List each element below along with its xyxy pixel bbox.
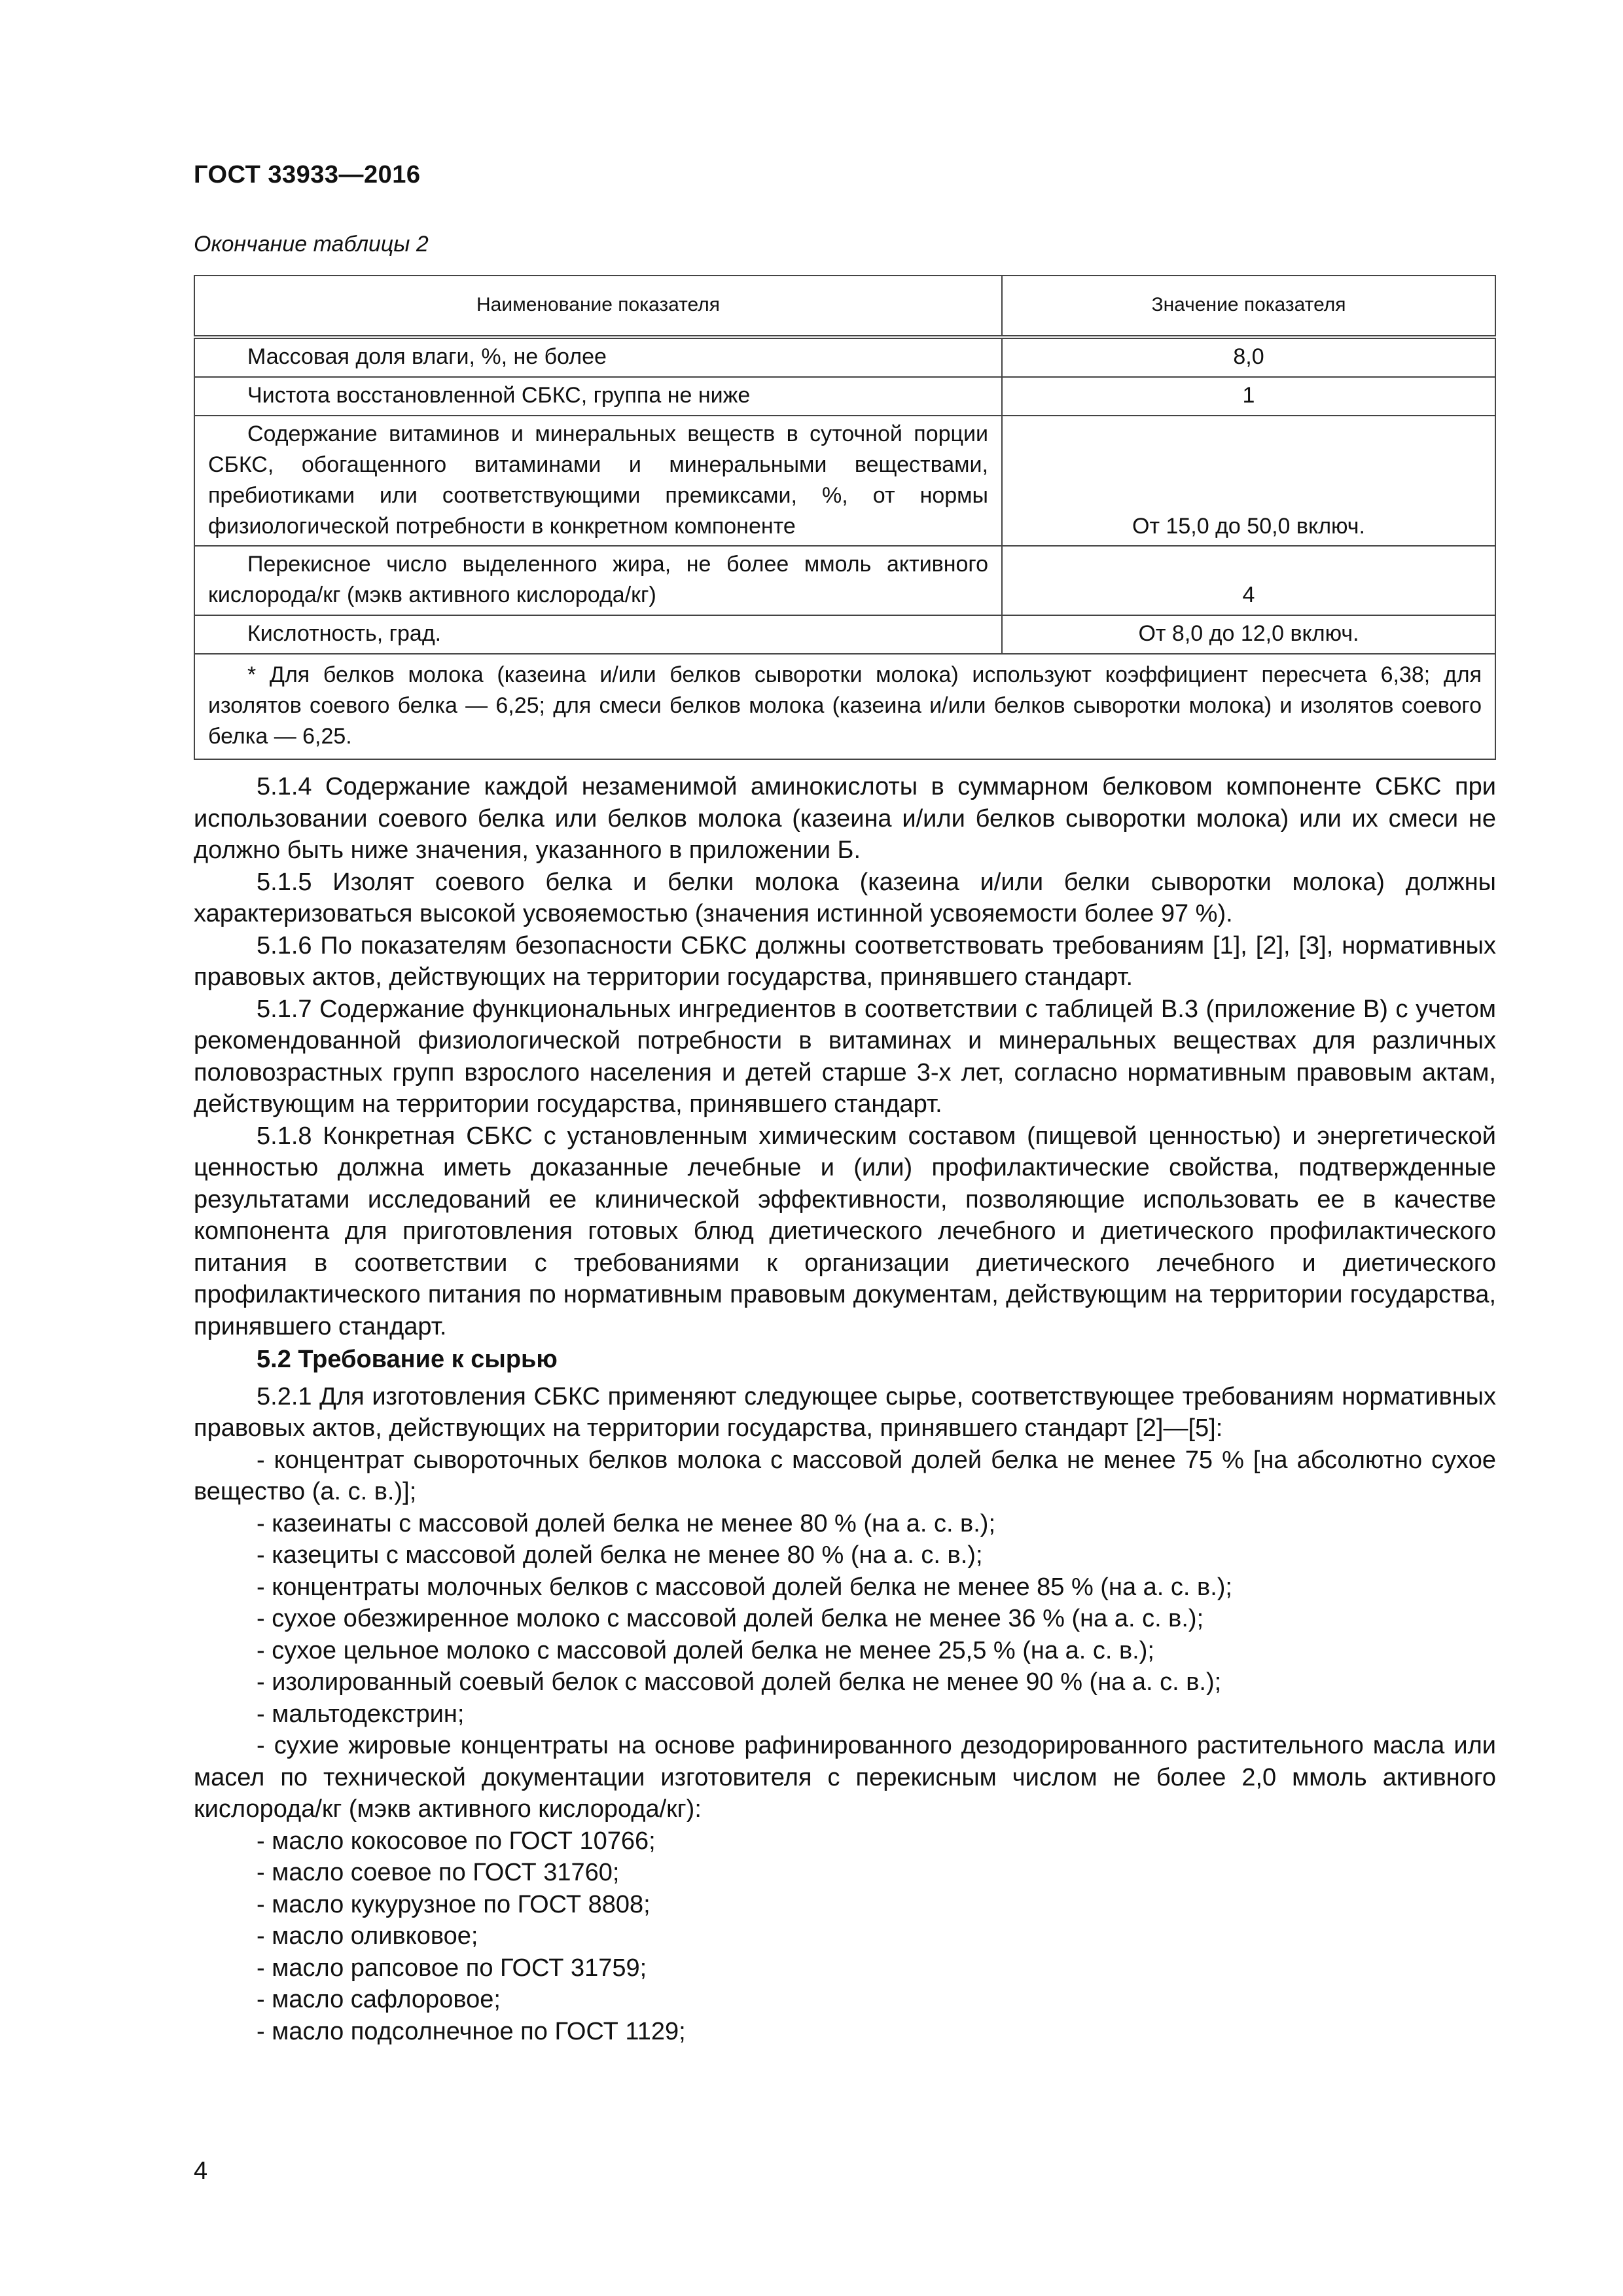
list-item: - сухое обезжиренное молоко с массовой долей белка не менее 36 % (на а. с. в.);	[257, 1605, 1204, 1632]
table-footnote-row	[194, 654, 1495, 759]
column-header-value: Значение показателя	[1002, 276, 1495, 337]
paragraph-5-1-7: 5.1.7 Содержание функциональных ингредиентов в соответствии с таблицей В.3 (приложение В) с учетом рекомендованной физиологической потребности в витаминах и минеральных веществах для различных половозрастных групп взрослого населения и детей старше 3-х лет, согласно нормативным правовым актам, действующим на территории государства, принявшего стандарт.	[194, 995, 1496, 1118]
page-number: 4	[194, 2157, 208, 2185]
paragraph-5-1-5: 5.1.5 Изолят соевого белка и белки молока (казеина и/или белки сыворотки молока) должны характеризоваться высокой усвояемостью (значения истинной усвояемости более 97 %).	[194, 868, 1496, 927]
indicator-name: Кислотность, град.	[194, 615, 1002, 654]
column-header-name: Наименование показателя	[194, 276, 1002, 337]
paragraph-5-1-8: 5.1.8 Конкретная СБКС с установленным химическим составом (пищевой ценностью) и энергетической ценностью должна иметь доказанные лечебные и (или) профилактические свойства, подтвержденные результатами исследований ее клинической эффективности, позволяющие использовать ее в качестве компонента для приготовления готовых блюд диетического лечебного и диетического профилактического питания в соответствии с требованиями к организации диетического лечебного и диетического профилактического питания по нормативным правовым документам, действующим на территории государства, принявшего стандарт.	[194, 1122, 1496, 1340]
list-item: - изолированный соевый белок с массовой долей белка не менее 90 % (на а. с. в.);	[257, 1668, 1222, 1696]
list-item: - масло сафлоровое;	[257, 1986, 501, 2013]
list-item: - масло подсолнечное по ГОСТ 1129;	[257, 2017, 686, 2045]
body-text	[194, 771, 1496, 2047]
paragraph-5-1-4: 5.1.4 Содержание каждой незаменимой аминокислоты в суммарном белковом компоненте СБКС при использовании соевого белка или белков молока (казеина и/или белков сыворотки молока) или их смеси не должно быть ниже значения, указанного в приложении Б.	[194, 773, 1496, 864]
table-caption: Окончание таблицы 2	[194, 232, 429, 257]
table-header-row	[194, 276, 1495, 337]
table-footnote: * Для белков молока (казеина и/или белков сыворотки молока) используют коэффициент пересчета 6,38; для изолятов соевого белка — 6,25; для смеси белков молока (казеина и/или белков сыворотки молока) и изолятов соевого белка — 6,25.	[194, 654, 1495, 759]
list-item: - масло кукурузное по ГОСТ 8808;	[257, 1890, 651, 1918]
list-item: - масло рапсовое по ГОСТ 31759;	[257, 1954, 647, 1982]
document-header: ГОСТ 33933—2016	[194, 161, 421, 188]
indicator-value: 8,0	[1002, 337, 1495, 377]
table-row	[194, 615, 1495, 654]
section-heading-5-2: 5.2 Требование к сырью	[257, 1346, 558, 1373]
indicator-name: Чистота восстановленной СБКС, группа не ниже	[194, 377, 1002, 416]
list-item: - казеинаты с массовой долей белка не менее 80 % (на а. с. в.);	[257, 1509, 996, 1537]
paragraph-5-2-1: 5.2.1 Для изготовления СБКС применяют следующее сырье, соответствующее требованиям нормативных правовых актов, действующих на территории государства, принявшего стандарт [2]—[5]:	[194, 1382, 1496, 1442]
list-item: - масло кокосовое по ГОСТ 10766;	[257, 1827, 656, 1855]
list-item: - казециты с массовой долей белка не менее 80 % (на а. с. в.);	[257, 1541, 983, 1569]
paragraph-5-1-6: 5.1.6 По показателям безопасности СБКС должны соответствовать требованиям [1], [2], [3], нормативных правовых актов, действующих на территории государства, принявшего стандарт.	[194, 931, 1496, 991]
list-item: - мальтодекстрин;	[257, 1700, 465, 1728]
list-item: - сухие жировые концентраты на основе рафинированного дезодорированного растительного масла или масел по технической документации изготовителя с перекисным числом не более 2,0 ммоль активного кислорода/кг (мэкв активного кислорода/кг):	[194, 1732, 1496, 1823]
indicator-name: Массовая доля влаги, %, не более	[194, 337, 1002, 377]
list-item: - масло оливковое;	[257, 1922, 478, 1950]
indicator-value: 4	[1002, 546, 1495, 615]
table-row	[194, 546, 1495, 615]
indicator-name: Содержание витаминов и минеральных веществ в суточной порции СБКС, обогащенного витаминами и минеральными веществами, пребиотиками или соответствующими премиксами, %, от нормы физиологической потребности в конкретном компоненте	[194, 416, 1002, 547]
table-row	[194, 337, 1495, 377]
indicators-table	[194, 275, 1496, 760]
list-item: - сухое цельное молоко с массовой долей белка не менее 25,5 % (на а. с. в.);	[257, 1636, 1154, 1664]
indicator-value: От 8,0 до 12,0 включ.	[1002, 615, 1495, 654]
list-item: - концентраты молочных белков с массовой долей белка не менее 85 % (на а. с. в.);	[257, 1573, 1232, 1601]
list-item: - концентрат сывороточных белков молока с массовой долей белка не менее 75 % [на абсолютно сухое вещество (а. с. в.)];	[194, 1446, 1496, 1505]
indicator-value: От 15,0 до 50,0 включ.	[1002, 416, 1495, 547]
table-row	[194, 377, 1495, 416]
indicator-name: Перекисное число выделенного жира, не более ммоль активного кислорода/кг (мэкв активного кислорода/кг)	[194, 546, 1002, 615]
table-row	[194, 416, 1495, 547]
list-item: - масло соевое по ГОСТ 31760;	[257, 1859, 620, 1886]
indicator-value: 1	[1002, 377, 1495, 416]
